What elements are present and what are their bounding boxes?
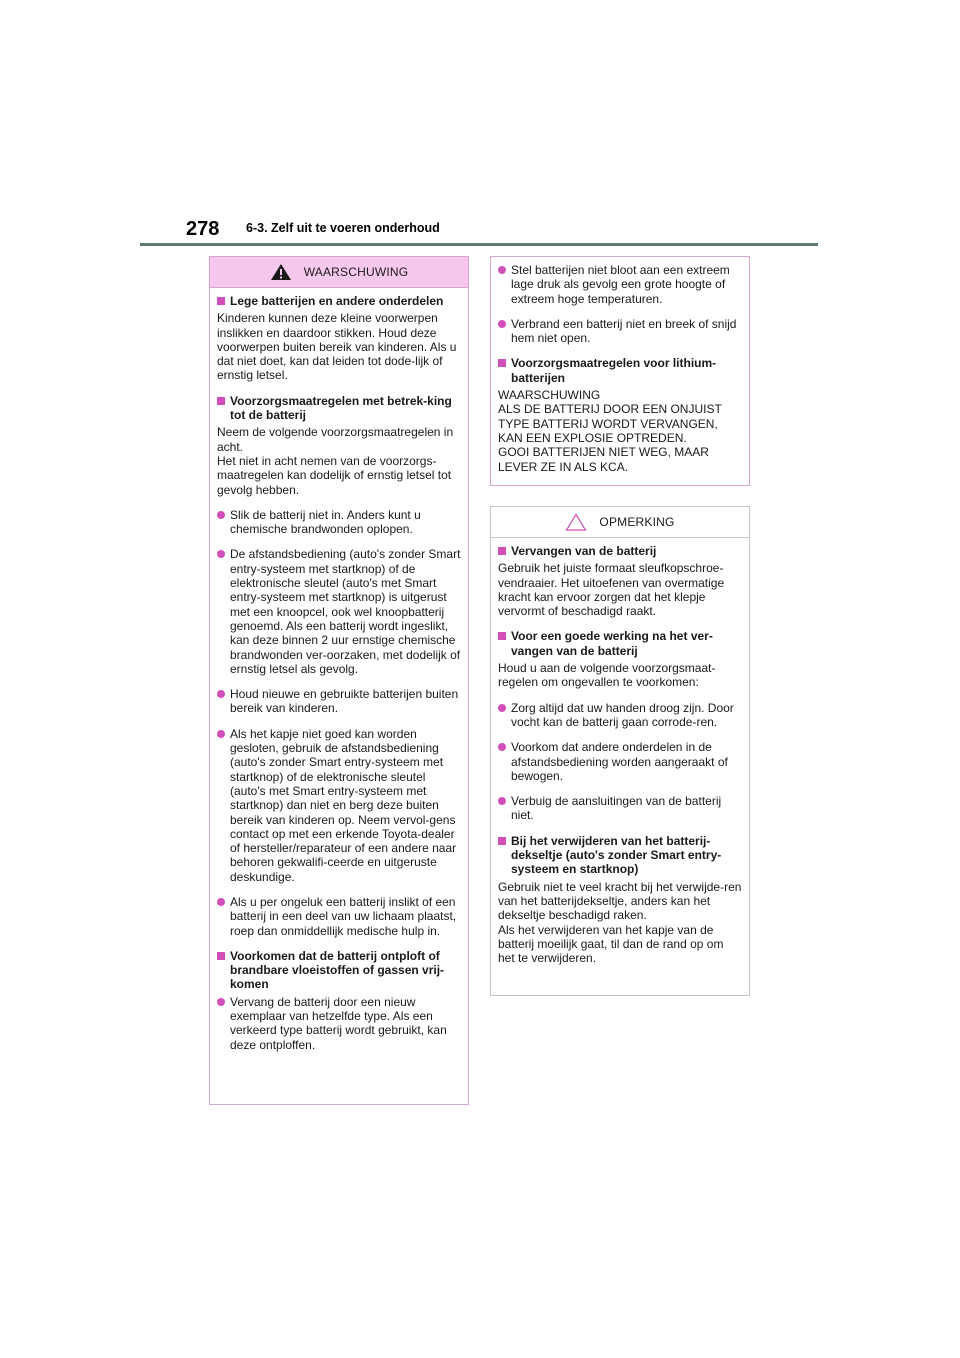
bullet-item: Als u per ongeluk een batterij inslikt of een batterij in een deel van uw lichaam plaatst, roep dan onmiddellijk medische hulp in.: [217, 895, 462, 938]
subsection-heading: Voor een goede werking na het ver-vangen van de batterij: [498, 629, 743, 658]
paragraph: Neem de volgende voorzorgsmaatregelen in acht. Het niet in acht nemen van de voorzorgs-maatregelen kan dodelijk of ernstig letsel tot gevolg hebben.: [217, 425, 454, 497]
bullet-item: Slik de batterij niet in. Anders kunt u chemische brandwonden oplopen.: [217, 508, 462, 537]
subsection-heading: Lege batterijen en andere onderdelen: [217, 294, 462, 308]
warning-box: [209, 256, 469, 1105]
bullet-item: Verbrand een batterij niet en breek of snijd hem niet open.: [498, 317, 743, 346]
subsection-heading: Voorzorgsmaatregelen voor lithium-batterijen: [498, 356, 743, 385]
warning-title: WAARSCHUWING: [303, 265, 409, 279]
note-box: [490, 506, 750, 996]
paragraph: Gebruik niet te veel kracht bij het verwijde-ren van het batterijdekseltje, anders kan het dekseltje beschadigd raken. Als het verwijderen van het kapje van de batterij moeilijk gaat, til dan de rand op om het te verwijderen.: [498, 879, 742, 966]
subsection-heading: Vervangen van de batterij: [498, 544, 743, 558]
bullet-item: Voorkom dat andere onderdelen in de afstandsbediening worden aangeraakt of bewogen.: [498, 740, 743, 783]
page-number: 278: [186, 218, 220, 240]
warning-continued-box: [490, 256, 750, 486]
bullet-item: De afstandsbediening (auto's zonder Smart entry-systeem met startknop) of de elektronische sleutel (auto's met Smart entry-systeem met startknop) is uitgerust met een knoopcel, ook wel knoopbatterij genoemd. Als een batterij wordt ingeslikt, kan deze binnen 2 uur ernstige chemische brandwonden ver-oorzaken, met dodelijk of ernstig letsel als gevolg.: [217, 547, 462, 676]
subsection-heading: Voorkomen dat de batterij ontploft of brandbare vloeistoffen of gassen vrij-komen: [217, 949, 462, 992]
note-body: [491, 538, 749, 965]
bullet-item: Houd nieuwe en gebruikte batterijen buiten bereik van kinderen.: [217, 687, 462, 716]
paragraph: Kinderen kunnen deze kleine voorwerpen inslikken en daardoor stikken. Houd deze voorwerpen buiten bereik van kinderen. Als u dat niet doet, kan dat leiden tot dode-lijk of ernstig letsel.: [217, 311, 457, 383]
bullet-item: Stel batterijen niet bloot aan een extreem lage druk als gevolg een grote hoogte of extreem hoge temperaturen.: [498, 263, 743, 306]
warning-header: [210, 257, 468, 288]
subsection-heading: Voorzorgsmaatregelen met betrek-king tot de batterij: [217, 394, 462, 423]
bullet-item: Zorg altijd dat uw handen droog zijn. Door vocht kan de batterij gaan corrode-ren.: [498, 701, 743, 730]
bullet-item: Vervang de batterij door een nieuw exemplaar van hetzelfde type. Als een verkeerd type batterij wordt gebruikt, kan deze ontploffen.: [217, 995, 462, 1052]
header-rule: [140, 243, 818, 246]
warning-triangle-icon: [270, 263, 292, 281]
warning-body: [210, 288, 468, 1052]
caution-triangle-icon: [565, 513, 587, 531]
section-title: 6-3. Zelf uit te voeren onderhoud: [246, 221, 440, 235]
note-title: OPMERKING: [599, 515, 675, 529]
bullet-item: Als het kapje niet goed kan worden gesloten, gebruik de afstandsbediening (auto's zonder Smart entry-systeem met startknop) of de elektronische sleutel (auto's met Smart entry-systeem met startknop) dan niet en berg deze buiten bereik van kinderen op. Neem vervol-gens contact op met een erkende Toyota-dealer of hersteller/reparateur of een andere naar behoren gekwalifi-ceerde en uitgeruste deskundige.: [217, 727, 462, 884]
paragraph: Gebruik het juiste formaat sleufkopschroe-vendraaier. Het uitoefenen van overmatige kracht kan ervoor zorgen dat het klepje vervormt of beschadigd raakt.: [498, 561, 725, 619]
subsection-heading: Bij het verwijderen van het batterij-dekseltje (auto's zonder Smart entry-systeem en startknop): [498, 834, 743, 877]
note-header: [491, 507, 749, 538]
bullet-item: Verbuig de aansluitingen van de batterij niet.: [498, 794, 743, 823]
warning-continued-body: [491, 257, 749, 474]
paragraph: Houd u aan de volgende voorzorgsmaat-regelen om ongevallen te voorkomen:: [498, 661, 716, 690]
paragraph: WAARSCHUWING ALS DE BATTERIJ DOOR EEN ONJUIST TYPE BATTERIJ WORDT VERVANGEN, KAN EEN EXPLOSIE OPTREDEN. GOOI BATTERIJEN NIET WEG, MAAR LEVER ZE IN ALS KCA.: [498, 388, 722, 474]
